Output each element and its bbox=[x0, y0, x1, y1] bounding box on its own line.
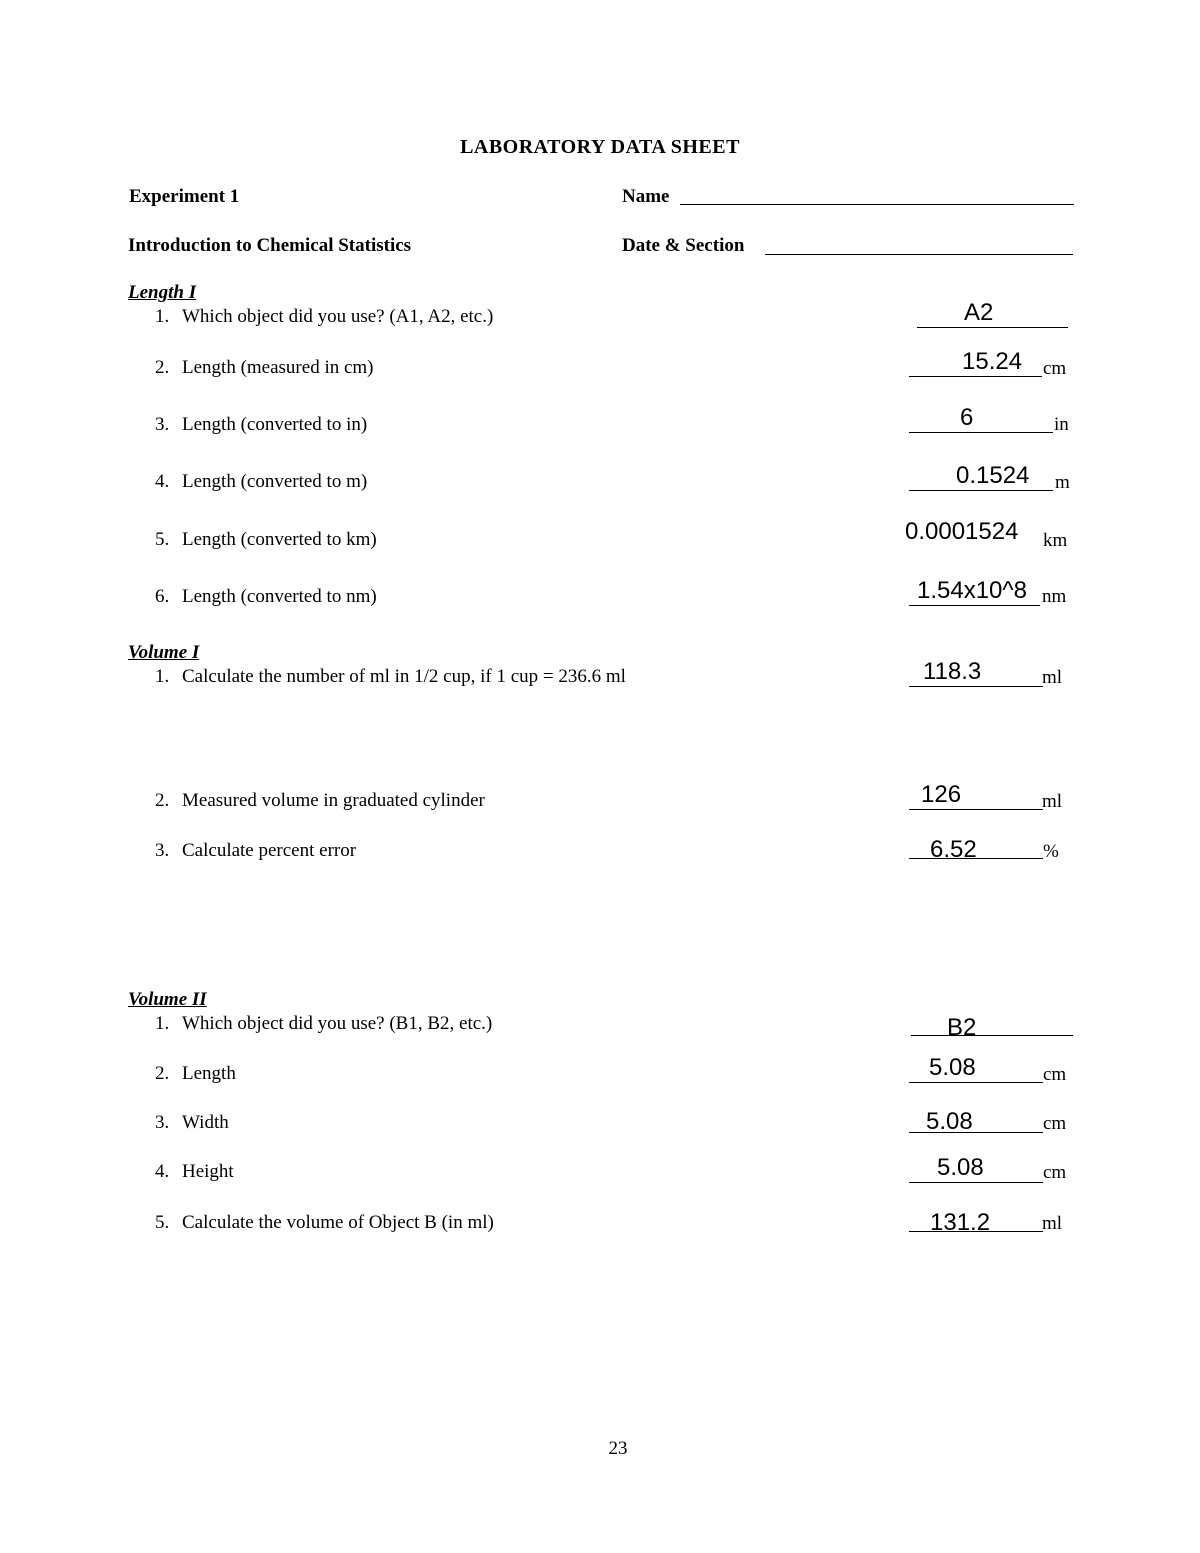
question-text: Width bbox=[182, 1112, 229, 1133]
answer-field[interactable] bbox=[909, 1202, 1043, 1236]
answer-field[interactable] bbox=[909, 461, 1053, 491]
question-number: 1. bbox=[155, 666, 170, 687]
unit-label: ml bbox=[1042, 791, 1063, 812]
name-label: Name bbox=[622, 186, 670, 207]
question-text: Calculate the number of ml in 1/2 cup, if 1 cup = 236.6 ml bbox=[182, 666, 626, 687]
answer-field[interactable] bbox=[909, 576, 1040, 606]
answer-field[interactable] bbox=[917, 298, 1068, 328]
question-text: Length (converted to km) bbox=[182, 529, 377, 550]
answer-field[interactable] bbox=[909, 1053, 1043, 1083]
answer-field[interactable] bbox=[909, 347, 1042, 377]
answer-value: 1.54x10^8 bbox=[917, 577, 1028, 604]
answer-value: 5.08 bbox=[926, 1108, 973, 1135]
question-number: 1. bbox=[155, 1013, 170, 1034]
question-number: 1. bbox=[155, 306, 170, 327]
answer-field[interactable] bbox=[909, 403, 1053, 433]
answer-field[interactable] bbox=[909, 780, 1043, 810]
question-text: Length (converted to m) bbox=[182, 471, 368, 492]
question-number: 3. bbox=[155, 840, 170, 861]
section-heading-volume-1: Volume I bbox=[128, 642, 200, 663]
answer-field[interactable] bbox=[911, 1006, 1073, 1041]
unit-label: cm bbox=[1043, 1162, 1067, 1183]
section-heading-volume-2: Volume II bbox=[128, 989, 207, 1010]
unit-label: cm bbox=[1043, 358, 1067, 379]
experiment-label: Experiment 1 bbox=[129, 186, 240, 207]
unit-label: ml bbox=[1042, 667, 1063, 688]
question-text: Length (measured in cm) bbox=[182, 357, 374, 378]
question-text: Length (converted to nm) bbox=[182, 586, 377, 607]
answer-value: 126 bbox=[921, 781, 962, 808]
answer-value: 6 bbox=[960, 404, 974, 431]
question-text: Length (converted to in) bbox=[182, 414, 368, 435]
unit-label: cm bbox=[1043, 1113, 1067, 1134]
unit-label: cm bbox=[1043, 1064, 1067, 1085]
unit-label: % bbox=[1043, 841, 1059, 862]
experiment-subtitle: Introduction to Chemical Statistics bbox=[128, 235, 412, 256]
unit-label: km bbox=[1043, 530, 1068, 551]
question-number: 3. bbox=[155, 1112, 170, 1133]
page-number: 23 bbox=[608, 1438, 628, 1459]
question-number: 5. bbox=[155, 1212, 170, 1233]
question-number: 6. bbox=[155, 586, 170, 607]
answer-value: 5.08 bbox=[929, 1054, 976, 1081]
answer-field[interactable] bbox=[909, 1103, 1043, 1133]
question-number: 5. bbox=[155, 529, 170, 550]
answer-value: 118.3 bbox=[923, 658, 982, 685]
answer-value: A2 bbox=[964, 299, 994, 326]
page-title: LABORATORY DATA SHEET bbox=[460, 136, 740, 158]
date-section-label: Date & Section bbox=[622, 235, 745, 256]
answer-value: 6.52 bbox=[930, 836, 977, 863]
question-text: Height bbox=[182, 1161, 234, 1182]
answer-value: 0.1524 bbox=[956, 462, 1030, 489]
question-number: 4. bbox=[155, 1161, 170, 1182]
question-text: Which object did you use? (B1, B2, etc.) bbox=[182, 1013, 493, 1034]
question-text: Measured volume in graduated cylinder bbox=[182, 790, 485, 811]
answer-field[interactable] bbox=[905, 517, 1039, 547]
question-number: 2. bbox=[155, 790, 170, 811]
question-text: Which object did you use? (A1, A2, etc.) bbox=[182, 306, 494, 327]
answer-field[interactable] bbox=[909, 657, 1043, 687]
question-number: 2. bbox=[155, 357, 170, 378]
answer-value: B2 bbox=[947, 1014, 977, 1041]
unit-label: ml bbox=[1042, 1213, 1063, 1234]
answer-field[interactable] bbox=[909, 829, 1043, 863]
unit-label: m bbox=[1055, 472, 1070, 493]
answer-value: 5.08 bbox=[937, 1154, 984, 1181]
answer-field[interactable] bbox=[909, 1153, 1043, 1183]
question-text: Calculate the volume of Object B (in ml) bbox=[182, 1212, 494, 1233]
unit-label: nm bbox=[1042, 586, 1067, 607]
section-heading-length-1: Length I bbox=[128, 282, 197, 303]
name-field-line[interactable] bbox=[680, 204, 1074, 205]
answer-value: 0.0001524 bbox=[905, 518, 1019, 545]
answer-value: 15.24 bbox=[962, 348, 1023, 375]
question-text: Calculate percent error bbox=[182, 840, 357, 861]
question-number: 4. bbox=[155, 471, 170, 492]
question-number: 3. bbox=[155, 414, 170, 435]
question-number: 2. bbox=[155, 1063, 170, 1084]
unit-label: in bbox=[1054, 414, 1069, 435]
answer-value: 131.2 bbox=[930, 1209, 991, 1236]
date-section-field-line[interactable] bbox=[765, 254, 1073, 255]
question-text: Length bbox=[182, 1063, 236, 1084]
